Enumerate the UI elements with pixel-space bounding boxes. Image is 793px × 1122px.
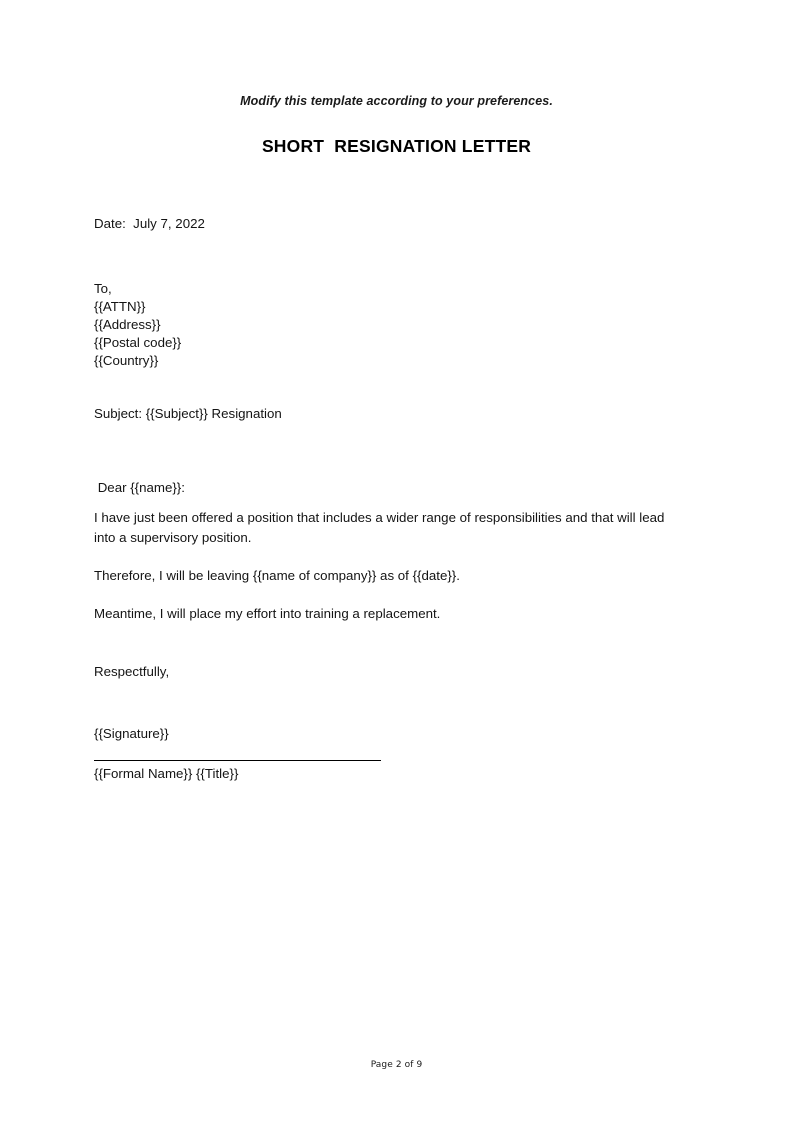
body-paragraph-3: Meantime, I will place my effort into training a replacement. xyxy=(94,606,441,621)
template-notice: Modify this template according to your preferences. xyxy=(240,94,553,108)
spacer xyxy=(94,682,678,724)
recipient-line-address: {{Address}} xyxy=(94,317,161,332)
page-footer: Page 2 of 9 xyxy=(370,1060,423,1070)
page-title: SHORT RESIGNATION LETTER xyxy=(261,136,532,156)
closing-line: Respectfully, xyxy=(94,664,170,679)
body-paragraph-1: I have just been offered a position that includes a wider range of responsibilities and that will lead into a supervisory position. xyxy=(94,510,669,545)
recipient-line-country: {{Country}} xyxy=(94,353,159,368)
spacer xyxy=(94,498,678,508)
recipient-line-postal-code: {{Postal code}} xyxy=(94,335,182,350)
recipient-line-attn: {{ATTN}} xyxy=(94,299,146,314)
subject-line: Subject: {{Subject}} Resignation xyxy=(94,406,282,421)
spacer xyxy=(94,370,678,404)
salutation-line: Dear {{name}}: xyxy=(94,480,185,495)
signature-rule xyxy=(94,760,381,761)
signature-placeholder: {{Signature}} xyxy=(94,726,169,741)
spacer xyxy=(94,424,678,478)
signature-name-title: {{Formal Name}} {{Title}} xyxy=(94,766,239,781)
spacer xyxy=(94,234,678,280)
body-paragraph-2: Therefore, I will be leaving {{name of company}} as of {{date}}. xyxy=(94,568,460,583)
date-line: Date: July 7, 2022 xyxy=(94,216,205,231)
letter-body xyxy=(94,214,678,784)
spacer xyxy=(94,624,678,662)
recipient-address-block xyxy=(94,280,678,370)
recipient-line-to: To, xyxy=(94,281,112,296)
